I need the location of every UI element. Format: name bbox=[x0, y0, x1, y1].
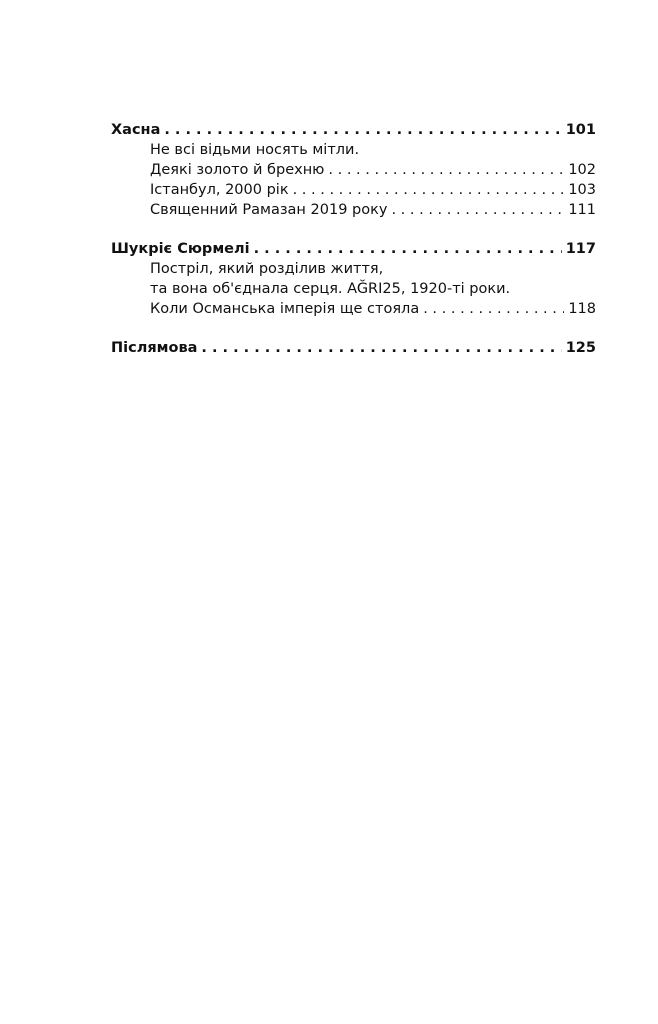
toc-chapter-entry bbox=[111, 239, 596, 259]
table-of-contents bbox=[111, 120, 596, 377]
toc-subentry-title: Священний Рамазан 2019 року bbox=[150, 202, 388, 218]
toc-subentry-title: Коли Османська імперія ще стояла bbox=[150, 301, 420, 317]
toc-chapter-entry bbox=[111, 338, 596, 358]
toc-subentry bbox=[111, 299, 596, 319]
toc-section-afterword bbox=[111, 338, 596, 358]
dot-leader bbox=[164, 120, 561, 140]
toc-page-number: 111 bbox=[568, 202, 596, 218]
toc-section-hasna bbox=[111, 120, 596, 220]
toc-chapter-entry bbox=[111, 120, 596, 140]
toc-page-number: 118 bbox=[568, 301, 596, 317]
toc-chapter-title: Післямова bbox=[111, 340, 198, 356]
toc-page-number: 117 bbox=[565, 241, 596, 257]
toc-subentry bbox=[111, 279, 596, 299]
toc-section-shukrie bbox=[111, 239, 596, 319]
toc-subentry bbox=[111, 180, 596, 200]
toc-page-number: 103 bbox=[568, 182, 596, 198]
toc-subentry-title: Деякі золото й брехню bbox=[150, 162, 325, 178]
toc-subentry bbox=[111, 200, 596, 220]
dot-leader bbox=[423, 299, 564, 319]
toc-subentry bbox=[111, 140, 596, 160]
dot-leader bbox=[293, 180, 565, 200]
toc-subentry-title: Істанбул, 2000 рік bbox=[150, 182, 289, 198]
toc-subentry-title: Постріл, який розділив життя, bbox=[150, 261, 384, 277]
toc-page-number: 101 bbox=[565, 122, 596, 138]
dot-leader bbox=[391, 200, 564, 220]
toc-subentry bbox=[111, 259, 596, 279]
dot-leader bbox=[254, 239, 562, 259]
toc-subentry-title: Не всі відьми носять мітли. bbox=[150, 142, 360, 158]
toc-subentry-title: та вона об'єднала серця. AĞRI25, 1920-ті роки. bbox=[150, 281, 511, 297]
dot-leader bbox=[201, 338, 561, 358]
toc-page-number: 125 bbox=[565, 340, 596, 356]
toc-chapter-title: Шукріє Сюрмелі bbox=[111, 241, 250, 257]
dot-leader bbox=[328, 160, 564, 180]
toc-chapter-title: Хасна bbox=[111, 122, 161, 138]
toc-page-number: 102 bbox=[568, 162, 596, 178]
toc-subentry bbox=[111, 160, 596, 180]
